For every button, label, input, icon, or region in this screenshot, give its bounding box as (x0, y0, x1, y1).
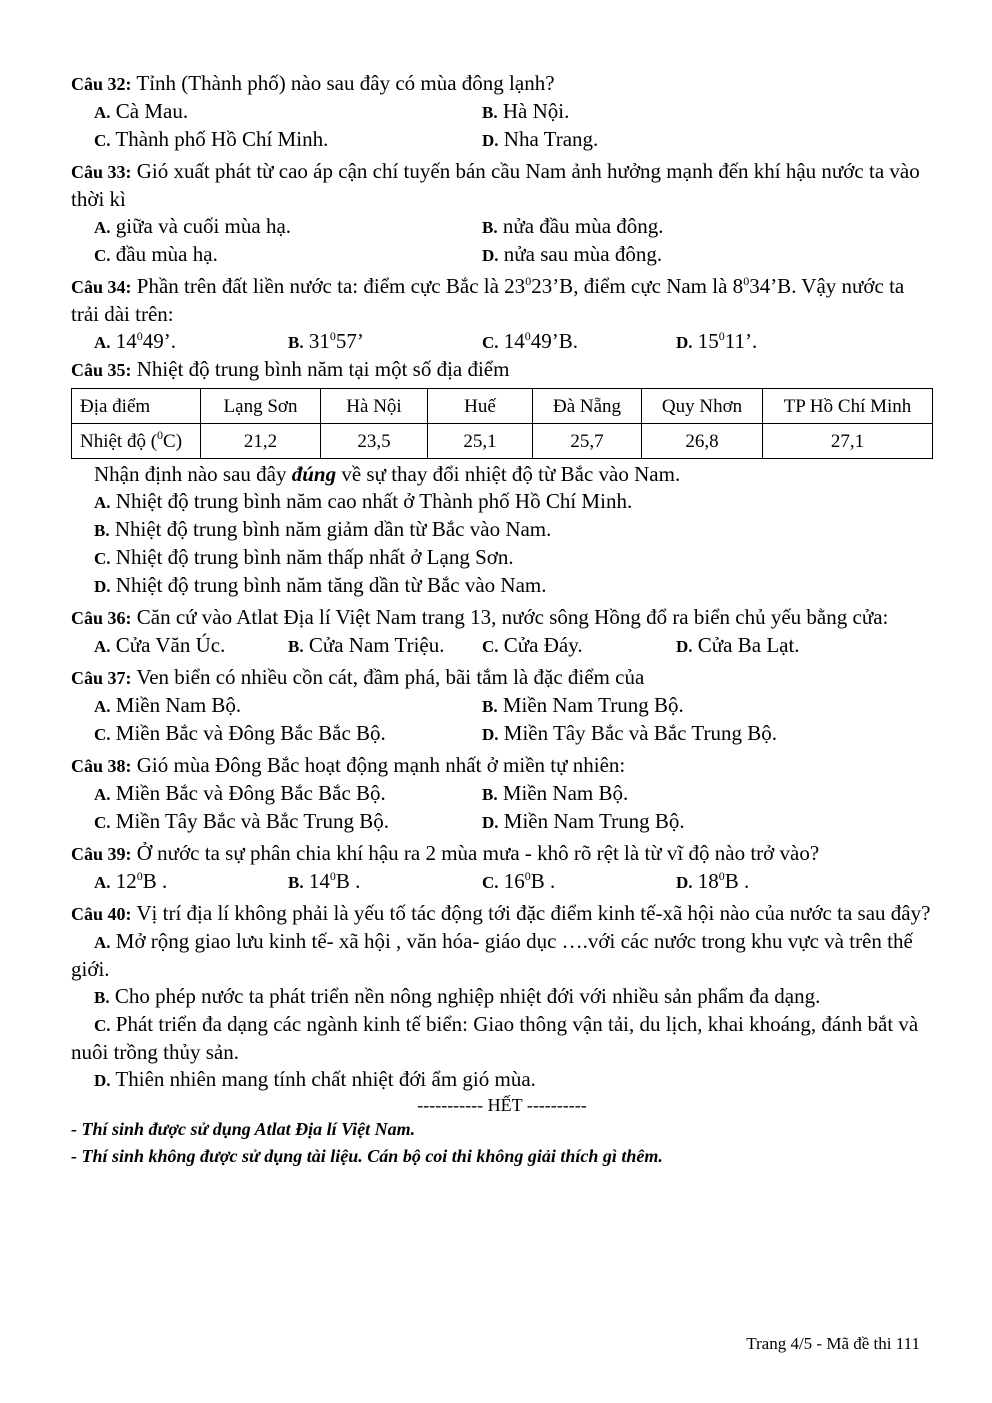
table-cell: 26,8 (642, 424, 763, 459)
option-b: B. $14^0B$ . (288, 869, 361, 893)
option-b: B. Miền Nam Bộ. (482, 781, 629, 805)
q38-options-row-2 (71, 808, 933, 836)
option-b: B. Miền Nam Trung Bộ. (482, 693, 684, 717)
option-a: A. Miền Nam Bộ. (94, 693, 242, 717)
question-40: Câu 40: Vị trí địa lí không phải là yếu tố tác động tới đặc điểm kinh tế-xã hội nào của nước ta sau đây? (71, 901, 931, 925)
page-footer: Trang 4/5 - Mã đề thi 111 (746, 1334, 920, 1353)
option-a: A. Mở rộng giao lưu kinh tế- xã hội , văn hóa- giáo dục ….với các nước trong khu vực và trên thế giới. (71, 929, 913, 981)
option-c: C. Nhiệt độ trung bình năm thấp nhất ở Lạng Sơn. (94, 545, 514, 569)
question-36: Câu 36: Căn cứ vào Atlat Địa lí Việt Nam trang 13, nước sông Hồng đổ ra biển chủ yếu bằng cửa: (71, 605, 889, 629)
option-c: C. $14^049’B$. (482, 329, 579, 353)
question-39: Câu 39: Ở nước ta sự phân chia khí hậu ra 2 mùa mưa - khô rõ rệt là từ vĩ độ nào trở vào? (71, 841, 820, 865)
note-atlas: - Thí sinh được sử dụng Atlat Địa lí Việt Nam. (71, 1119, 416, 1139)
option-d: D. Miền Tây Bắc và Bắc Trung Bộ. (482, 721, 777, 745)
option-d: D. Nhiệt độ trung bình năm tăng dần từ Bắc vào Nam. (94, 573, 547, 597)
option-c: C. Cửa Đáy. (482, 633, 583, 657)
table-cell: Đà Nẵng (533, 389, 642, 424)
table-cell: Địa điểm (72, 389, 201, 424)
table-cell: Nhiệt độ ($^0$C) (72, 424, 201, 459)
q32-options-row-2 (71, 126, 933, 154)
option-a: A. Nhiệt độ trung bình năm cao nhất ở Thành phố Hồ Chí Minh. (94, 489, 633, 513)
option-a: A. giữa và cuối mùa hạ. (94, 214, 292, 238)
q33-options-row-1 (71, 213, 933, 241)
option-c: C. $16^0B$ . (482, 869, 556, 893)
table-row (72, 424, 933, 459)
question-34: Câu 34: Phần trên đất liền nước ta: điểm cực Bắc là $23^023’B$, điểm cực Nam là $8^034’B$. Vậy nước ta trải dài trên: (71, 274, 905, 326)
option-d: D. Nha Trang. (482, 127, 599, 151)
table-cell: Lạng Sơn (201, 389, 321, 424)
option-c: C. Miền Bắc và Đông Bắc Bắc Bộ. (94, 721, 386, 745)
temperature-table (71, 388, 933, 459)
option-b: B. Nhiệt độ trung bình năm giảm dần từ Bắc vào Nam. (94, 517, 552, 541)
table-cell: 21,2 (201, 424, 321, 459)
note-no-materials: - Thí sinh không được sử dụng tài liệu. Cán bộ coi thi không giải thích gì thêm. (71, 1146, 663, 1166)
table-cell: Hà Nội (321, 389, 428, 424)
table-cell: Quy Nhơn (642, 389, 763, 424)
q34-options-row (71, 328, 933, 356)
q33-options-row-2 (71, 241, 933, 269)
option-a: A. Miền Bắc và Đông Bắc Bắc Bộ. (94, 781, 386, 805)
q39-options-row (71, 868, 933, 896)
option-d: D. $15^011$’. (676, 329, 758, 353)
q36-options-row (71, 632, 933, 660)
q32-options-row-1 (71, 98, 933, 126)
end-marker: ----------- HẾT ---------- (417, 1095, 587, 1115)
option-d: D. Cửa Ba Lạt. (676, 633, 800, 657)
option-a: A. Cửa Văn Úc. (94, 633, 226, 657)
table-header-row (72, 389, 933, 424)
question-37: Câu 37: Ven biển có nhiều cồn cát, đầm phá, bãi tắm là đặc điểm của (71, 665, 645, 689)
question-35-prompt: Nhận định nào sau đây đúng về sự thay đổi nhiệt độ từ Bắc vào Nam. (94, 462, 681, 486)
option-b: B. Cửa Nam Triệu. (288, 633, 445, 657)
table-cell: TP Hồ Chí Minh (763, 389, 933, 424)
option-d: D. Thiên nhiên mang tính chất nhiệt đới ẩm gió mùa. (94, 1067, 536, 1091)
option-b: B. Cho phép nước ta phát triển nền nông nghiệp nhiệt đới với nhiều sản phẩm đa dạng. (94, 984, 821, 1008)
question-35: Câu 35: Nhiệt độ trung bình năm tại một số địa điểm (71, 357, 510, 381)
question-38: Câu 38: Gió mùa Đông Bắc hoạt động mạnh nhất ở miền tự nhiên: (71, 753, 626, 777)
option-a: A. $14^049$’. (94, 329, 177, 353)
table-cell: 25,7 (533, 424, 642, 459)
option-b: B. nửa đầu mùa đông. (482, 214, 664, 238)
option-c: C. Phát triển đa dạng các ngành kinh tế biển: Giao thông vận tải, du lịch, khai khoáng, đánh bắt và nuôi trồng thủy sản. (71, 1012, 919, 1064)
option-b: B. $31^057$’ (288, 329, 364, 353)
q38-options-row-1 (71, 780, 933, 808)
option-a: A. $12^0B$ . (94, 869, 168, 893)
option-a: A. Cà Mau. (94, 99, 189, 123)
question-32: Câu 32: Tỉnh (Thành phố) nào sau đây có mùa đông lạnh? (71, 71, 555, 95)
option-d: D. Miền Nam Trung Bộ. (482, 809, 685, 833)
exam-page (71, 70, 933, 1170)
option-d: D. $18^0B$ . (676, 869, 750, 893)
option-b: B. Hà Nội. (482, 99, 570, 123)
option-c: C. Thành phố Hồ Chí Minh. (94, 127, 329, 151)
option-c: C. Miền Tây Bắc và Bắc Trung Bộ. (94, 809, 389, 833)
table-cell: 25,1 (428, 424, 533, 459)
question-33: Câu 33: Gió xuất phát từ cao áp cận chí tuyến bán cầu Nam ảnh hưởng mạnh đến khí hậu nước ta vào thời kì (71, 159, 920, 211)
q37-options-row-1 (71, 692, 933, 720)
option-c: C. đầu mùa hạ. (94, 242, 218, 266)
table-cell: 27,1 (763, 424, 933, 459)
table-cell: Huế (428, 389, 533, 424)
table-cell: 23,5 (321, 424, 428, 459)
option-d: D. nửa sau mùa đông. (482, 242, 663, 266)
q37-options-row-2 (71, 720, 933, 748)
